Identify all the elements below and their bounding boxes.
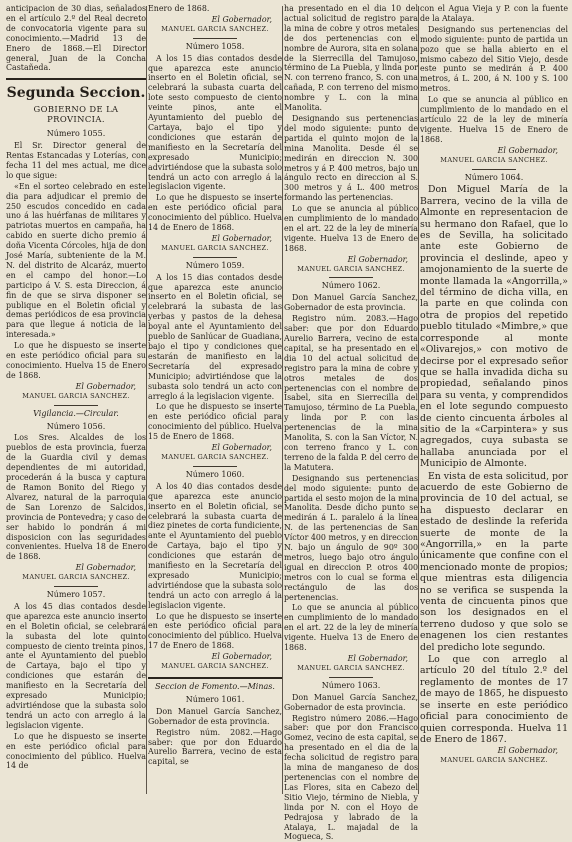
paragraph: Don Manuel García Sanchez, Gobernador de esta provincia. (284, 692, 418, 712)
signature-title: El Gobernador, (211, 652, 272, 662)
paragraph: Lo que he dispuesto se inserte en este periódico oficial para su conocimiento. Huelva 15 de Enero de 1868. (6, 341, 146, 380)
paragraph: «En el sorteo celebrado en este dia para adjudicar el premio de 250 escudos concedido en cada uno á las huérfanas de militares y patriotas muertos en campaña, ha cabido en suerte dicho premio á doña Vicenta Córcoles, hija de don José María, subteniente de la M. N. del distrito de Alcaráz, muerto en el campo del honor.—Lo participo á V. S. esta Direccion, á fin de que se sirva disponer se publique en el Boletin oficial y demas periódicos de esa provincia para que llegue á noticia de la interesada.» (6, 181, 146, 340)
column-2 (148, 4, 282, 796)
paragraph: Los Sres. Alcaldes de los pueblos de esta provincia, fuerza de la Guardia civil y demas dependientes de mi autoridad, procederán á la busca y captura de Ramon Bonito del Riego y Alvarez, natural de la parroquia de San Lorenzo de Salcidos, provincia de Pontevedra; y caso de ser habido lo pondrán á mi disposicion con las seguridades convenientes. Huelva 18 de Enero de 1868. (6, 433, 146, 562)
paragraph: Lo que con arreglo al artículo 20 del título 2.º del reglamento de montes de 17 de mayo de 1865, he dispuesto se inserte en este periódico oficial para conocimiento de quien corresponda. Huelva 11 de Enero de 1867. (420, 654, 568, 745)
signature-title: El Gobernador, (497, 746, 558, 756)
paragraph: A los 45 dias contados desde que aparezca este anuncio inserto en el Boletin oficial, se celebrará la subasta del lote quinto compuesto de ciento treinta pinos, ante el Ayuntamiento del pueblo de Cartaya, bajo el tipo y condiciones que estarán de manifiesto en la Secretaría del expresado Municipio; advirtiéndose que la subasta solo tendrá un acto con arreglo á la legislacion vigente. (6, 601, 146, 730)
notice-number: Número 1056. (46, 421, 106, 431)
column-divider (418, 6, 419, 794)
signature-title: El Gobernador, (211, 443, 272, 453)
notice-number: Número 1062. (321, 281, 381, 291)
signature-name: MANUEL GARCIA SANCHEZ. (161, 24, 269, 33)
signature-name: MANUEL GARCIA SANCHEZ. (440, 155, 548, 164)
paragraph: A los 15 dias contados desde que aparezca este anuncio inserto en el Boletin oficial, se celebrará la subasta de las yerbas y pastos de la dehesa boyal ante el Ayuntamiento del pueblo de Sanlúcar de Guadiana, bajo el tipo y condiciones que estarán de manifiesto en la Secretaría del expresado Municipio; advirtiéndose que la subasta solo tendrá un acto con arreglo á la legislacion vigente. (148, 272, 282, 401)
paragraph: En vista de esta solicitud, por acuerdo de este Gobierno de provincia de 10 del actual, se ha dispuesto declarar en estado de deslinde la referida suerte de monte de la «Angorrilla,» en la parte únicamente que confine con el mencionado monte de propios; que mientras esta diligencia no se verifica se suspenda la venta de cincuenta pinos que son los designados en el terreno dudoso y que solo se enagenen los cien restantes del predicho lote segundo. (420, 470, 568, 653)
paragraph: Lo que se anuncia al público en cumplimiento de lo mandado en el art. 22 de la ley de minería vigente. Huelva 13 de Enero de 1868. (284, 204, 418, 253)
column-1 (6, 4, 146, 796)
signature-name: MANUEL GARCIA SANCHEZ. (161, 243, 269, 252)
column-divider (146, 6, 147, 794)
notice-number: Número 1055. (46, 129, 106, 139)
signature-name: MANUEL GARCIA SANCHEZ. (22, 573, 130, 582)
paragraph: Registro número 2086.—Hago saber: que por don Francisco Gomez, vecino de esta capital, se ha presentado en el dia de la fecha solicitud de registro para la mina de manganeso de dos pertenencias con el nombre de Las Flores, sita en Cabezo del Sitio Viejo, término de Niebla, y linda por N. con el Hoyo de Pedrajosa y labrado de la Atalaya, L. majadal de la Mogueca, S. (284, 713, 418, 842)
paragraph: Don Manuel García Sanchez, Gobernador de esta provincia. (148, 706, 282, 726)
notice-heading: Vigilancia.—Circular. (33, 408, 119, 418)
paragraph: Lo que he dispuesto se inserte en este periódico oficial para conocimiento del público. Huelva 14 de (6, 731, 146, 771)
paragraph: Lo que he dispuesto se inserte en este periódico oficial para conocimiento del público. Huelva 15 de Enero de 1868. (148, 402, 282, 442)
section-subtitle: GOBIERNO DE LA PROVINCIA. (33, 104, 119, 125)
notice-number: Número 1064. (464, 172, 524, 182)
divider (193, 257, 237, 258)
notice-number: Número 1060. (185, 469, 245, 479)
divider (193, 38, 237, 39)
paragraph: Don Manuel García Sanchez, Gobernador de esta provincia. (284, 293, 418, 313)
paragraph: con el Agua Vieja y P. con la fuente de la Atalaya. (420, 4, 568, 23)
notice-number: Número 1058. (185, 41, 245, 51)
paragraph: ha presentado en el dia 10 del actual solicitud de registro para la mina de cobre y otros metales de dos pertenencias con el nombre de Aurora, sita en solana de la Sierrecilla del Tamujoso, término de La Puebla, y linda por N. con terreno franco, S. con una cañada, P. con terreno del mismo nombre y L. con la mina Manolita. (284, 4, 418, 113)
divider (329, 677, 373, 678)
paragraph: Lo que he dispuesto se inserte en este periódico oficial para conocimiento del público. Huelva 17 de Enero de 1868. (148, 611, 282, 651)
paragraph: Don Miguel María de la Barrera, vecino de la villa de Almonte en representacion de su hermano don Rafael, que lo es de Sevilla, ha solicitado ante este Gobierno de provincia el deslinde, apeo y amojonamiento de la suerte de monte llamada la «Angorrilla,» del término de dicha villa, en la parte en que colinda con otra de propios del repetido pueblo titulado «Mimbre,» que corresponde al monte «Olivarejos,» con motivo de decirse por el expresado señor que se halla invadida dicha su propiedad, señalando pinos para su venta, y comprendidos en el lote segundo compuesto de ciento cincuenta árboles al sitio de la «Carpintera» y sus agregados, cuya subasta se hallaba anunciada por el Municipio de Almonte. (420, 184, 568, 470)
signature-name: MANUEL GARCIA SANCHEZ. (297, 663, 405, 672)
signature-title: El Gobernador, (347, 254, 408, 264)
paragraph: Registro núm. 2082.—Hago saber: que por don Eduardo Aurelio Barrera, vecino de esta capital, se (148, 727, 282, 767)
divider (472, 169, 516, 170)
divider (54, 405, 98, 406)
notice-number: Número 1059. (185, 260, 245, 270)
paragraph: anticipacion de 30 dias, señalados en el artículo 2.º del Real decreto de convocatoria vigente para su conocimiento.—Madrid 13 de Enero de 1868.—El Director general, Juan de la Concha Castañeda. (6, 4, 146, 73)
column-divider (282, 6, 283, 794)
signature-title: El Gobernador, (75, 563, 136, 573)
notice-number: Número 1057. (46, 590, 106, 600)
signature-title: El Gobernador, (347, 654, 408, 663)
notice-number: Número 1063. (321, 680, 381, 690)
paragraph: Enero de 1868. (148, 4, 210, 13)
paragraph: Designando sus pertenencias del modo siguiente: punto de partida un pozo que se halla abierto en el mismo cabezo del Sitio Viejo, desde este punto se medirán á P. 400 metros, á L. 200, á N. 100 y S. 100 metros. (420, 24, 568, 94)
divider (193, 466, 237, 467)
signature-name: MANUEL GARCIA SANCHEZ. (161, 452, 269, 461)
column-3 (284, 4, 418, 842)
notice-heading: Seccion de Fomento.—Minas. (155, 682, 275, 691)
paragraph: Designando sus pertenencias del modo siguiente: punto de partida el sesto mojon de la mina Manolita. Desde dicho punto se medirán á L. paralelo á la línea N. de las pertenencias de San Víctor 400 metros, y en direccion N. bajo un ángulo de 90º 300 metros, luego bajo otro ángulo igual en direccion P. otros 400 metros con lo cual se forma el rectángulo de las dos pertenencias. (284, 473, 418, 602)
signature-title: El Gobernador, (497, 145, 558, 155)
paragraph: Lo que he dispuesto se inserte en este periódico oficial para conocimiento del público. Huelva 14 de Enero de 1868. (148, 193, 282, 233)
signature-title: El Gobernador, (75, 381, 136, 391)
paragraph: Designando sus pertenencias del modo siguiente: punto de partida el quinto mojon de la mina Manolita. Desde él se medirán en direccion N. 300 metros y á P. 400 metros, bajo un ángulo recto en direccion al S. 300 metros y á L. 400 metros formando las pertenencias. (284, 113, 418, 203)
notice-number: Número 1061. (185, 694, 245, 704)
signature-name: MANUEL GARCIA SANCHEZ. (297, 264, 405, 273)
divider (54, 586, 98, 587)
paragraph: A los 40 dias contados desde que aparezca este anuncio inserto en el Boletin oficial, se celebrará la subasta cuarta de diez pinetes de corta fundiciente, ante el Ayuntamiento del pueblo de Cartaya, bajo el tipo y condiciones que estarán de manifiesto en la Secretaría del expresado Municipio; advirtiéndose que la subasta solo tendrá un acto con arreglo á la legislacion vigente. (148, 481, 282, 610)
paragraph: El Sr. Director general de Rentas Estancadas y Loterías, con fecha 11 del mes actual, me dice lo que sigue: (6, 141, 146, 180)
section-divider (148, 677, 282, 679)
paragraph: A los 15 dias contados desde que aparezca este anuncio inserto en el Boletin oficial, se celebrará la subasta cuarta del lote sesto compuesto de ciento veinte pinos, ante el Ayuntamiento del pueblo de Cartaya, bajo el tipo y condiciones que estarán de manifiesto en la Secretaría del expresado Municipio; advirtiéndose que la subasta solo tendrá un acto con arreglo á la legislacion vigente. (148, 53, 282, 192)
signature-title: El Gobernador, (211, 14, 272, 24)
signature-name: MANUEL GARCIA SANCHEZ. (161, 662, 269, 671)
section-title: Segunda Seccion. (6, 85, 146, 102)
signature-name: MANUEL GARCIA SANCHEZ. (22, 391, 130, 400)
paragraph: Registro núm. 2083.—Hago saber: que por don Eduardo Aurelio Barrera, vecino de esta capital, se ha presentado en el dia 10 del actual solicitud de registro para la mina de cobre y otros metales de dos pertenencias con el nombre de Isabel, sita en Sierrecilla del Tamujoso, término de La Puebla, y linda por P. con las pertenencias de la mina Manolita, S. con la San Víctor, N. con terreno franco y L. con terreno de la falda P. del cerro de la Matutera. (284, 314, 418, 472)
section-divider (6, 78, 146, 80)
column-4 (420, 4, 568, 796)
paragraph: Lo que se anuncia al público en cumplimiento de lo mandado en el artículo 22 de la ley de minería vigente. Huelva 15 de Enero de 1868. (420, 95, 568, 144)
signature-title: El Gobernador, (211, 233, 272, 243)
divider (329, 277, 373, 278)
paragraph: Lo que se anuncia al público en cumplimiento de lo mandado en el art. 22 de la ley de minería vigente. Huelva 13 de Enero de 1868. (284, 603, 418, 653)
signature-name: MANUEL GARCIA SANCHEZ. (440, 756, 548, 765)
